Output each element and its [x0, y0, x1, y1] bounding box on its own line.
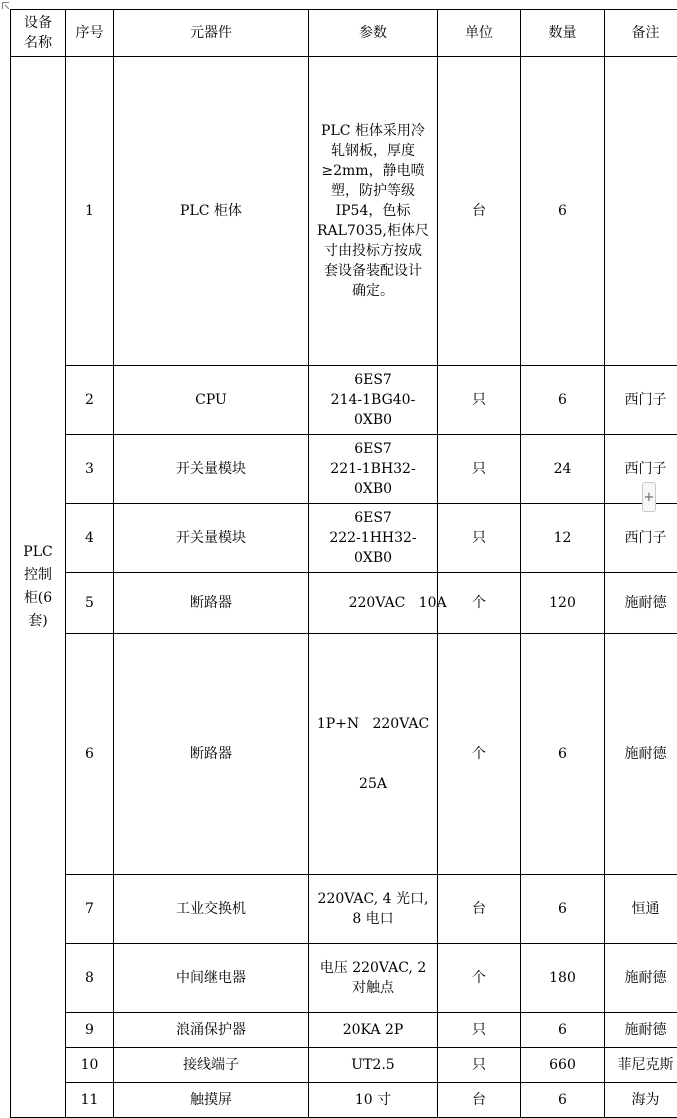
row-component: 开关量模块: [114, 435, 309, 504]
row-remark: 菲尼克斯: [605, 1048, 677, 1083]
row-index: 9: [66, 1013, 114, 1048]
row-index: 1: [66, 57, 114, 366]
add-row-button[interactable]: +: [642, 482, 656, 512]
row-quantity: 660: [521, 1048, 605, 1083]
table-row: [11, 944, 677, 1013]
header-quantity: 数量: [521, 10, 605, 57]
device-group-cell: PLC 控制 柜(6 套): [11, 57, 66, 1118]
row-quantity: 120: [521, 573, 605, 634]
row-component: 断路器: [114, 573, 309, 634]
equipment-spec-table: [10, 9, 677, 1118]
row-unit: 只: [438, 366, 521, 435]
row-remark: 恒通: [605, 875, 677, 944]
row-index: 6: [66, 634, 114, 875]
row-component: PLC 柜体: [114, 57, 309, 366]
row-params: 6ES7 221-1BH32-0XB0: [309, 435, 438, 504]
row-params: 220VAC 10A: [309, 573, 438, 634]
row-index: 8: [66, 944, 114, 1013]
row-index: 10: [66, 1048, 114, 1083]
row-unit: 只: [438, 1048, 521, 1083]
row-remark: 西门子: [605, 504, 677, 573]
row-quantity: 180: [521, 944, 605, 1013]
row-unit: 只: [438, 435, 521, 504]
row-quantity: 6: [521, 1013, 605, 1048]
row-remark: 施耐德: [605, 573, 677, 634]
table-row: [11, 366, 677, 435]
row-quantity: 6: [521, 366, 605, 435]
row-unit: 只: [438, 1013, 521, 1048]
table-row: [11, 57, 677, 366]
row-remark: 西门子: [605, 435, 677, 504]
header-device-name: 设备 名称: [11, 10, 66, 57]
table-move-handle-icon[interactable]: [1, 1, 10, 10]
row-component: 浪涌保护器: [114, 1013, 309, 1048]
row-unit: 台: [438, 875, 521, 944]
row-remark: 海为: [605, 1083, 677, 1118]
table-row: [11, 634, 677, 875]
row-component: 工业交换机: [114, 875, 309, 944]
header-unit: 单位: [438, 10, 521, 57]
row-params: UT2.5: [309, 1048, 438, 1083]
row-index: 4: [66, 504, 114, 573]
header-row: [11, 10, 677, 57]
row-params: 20KA 2P: [309, 1013, 438, 1048]
header-component: 元器件: [114, 10, 309, 57]
row-params: 电压 220VAC, 2 对触点: [309, 944, 438, 1013]
row-component: CPU: [114, 366, 309, 435]
row-quantity: 6: [521, 1083, 605, 1118]
row-quantity: 24: [521, 435, 605, 504]
table-row: [11, 1013, 677, 1048]
row-quantity: 6: [521, 634, 605, 875]
table-row: [11, 875, 677, 944]
row-component: 中间继电器: [114, 944, 309, 1013]
row-params: 220VAC, 4 光口, 8 电口: [309, 875, 438, 944]
row-unit: 台: [438, 1083, 521, 1118]
table-row: [11, 1083, 677, 1118]
row-remark: 西门子: [605, 366, 677, 435]
row-index: 11: [66, 1083, 114, 1118]
row-params: 10 寸: [309, 1083, 438, 1118]
row-index: 7: [66, 875, 114, 944]
row-quantity: 6: [521, 57, 605, 366]
row-params: 6ES7 222-1HH32-0XB0: [309, 504, 438, 573]
row-component: 接线端子: [114, 1048, 309, 1083]
row-remark: 施耐德: [605, 944, 677, 1013]
row-unit: 个: [438, 634, 521, 875]
row-remark: 施耐德: [605, 634, 677, 875]
row-index: 2: [66, 366, 114, 435]
header-index: 序号: [66, 10, 114, 57]
row-remark: 施耐德: [605, 1013, 677, 1048]
table-row: [11, 573, 677, 634]
row-index: 3: [66, 435, 114, 504]
row-unit: 个: [438, 944, 521, 1013]
row-params: PLC 柜体采用冷 轧钢板，厚度 ≥2mm，静电喷 塑，防护等级 IP54，色标 RAL7035,柜体尺 寸由投标方按成 套设备装配设计 确定。: [309, 57, 438, 366]
row-component: 断路器: [114, 634, 309, 875]
header-remark: 备注: [605, 10, 677, 57]
table-row: [11, 1048, 677, 1083]
row-params: 1P+N 220VAC 25A: [309, 634, 438, 875]
row-params: 6ES7 214-1BG40-0XB0: [309, 366, 438, 435]
row-unit: 只: [438, 504, 521, 573]
row-remark: [605, 57, 677, 366]
row-component: 触摸屏: [114, 1083, 309, 1118]
row-component: 开关量模块: [114, 504, 309, 573]
row-unit: 个: [438, 573, 521, 634]
table-row: [11, 504, 677, 573]
row-quantity: 6: [521, 875, 605, 944]
row-quantity: 12: [521, 504, 605, 573]
row-unit: 台: [438, 57, 521, 366]
row-index: 5: [66, 573, 114, 634]
header-params: 参数: [309, 10, 438, 57]
table-row: [11, 435, 677, 504]
